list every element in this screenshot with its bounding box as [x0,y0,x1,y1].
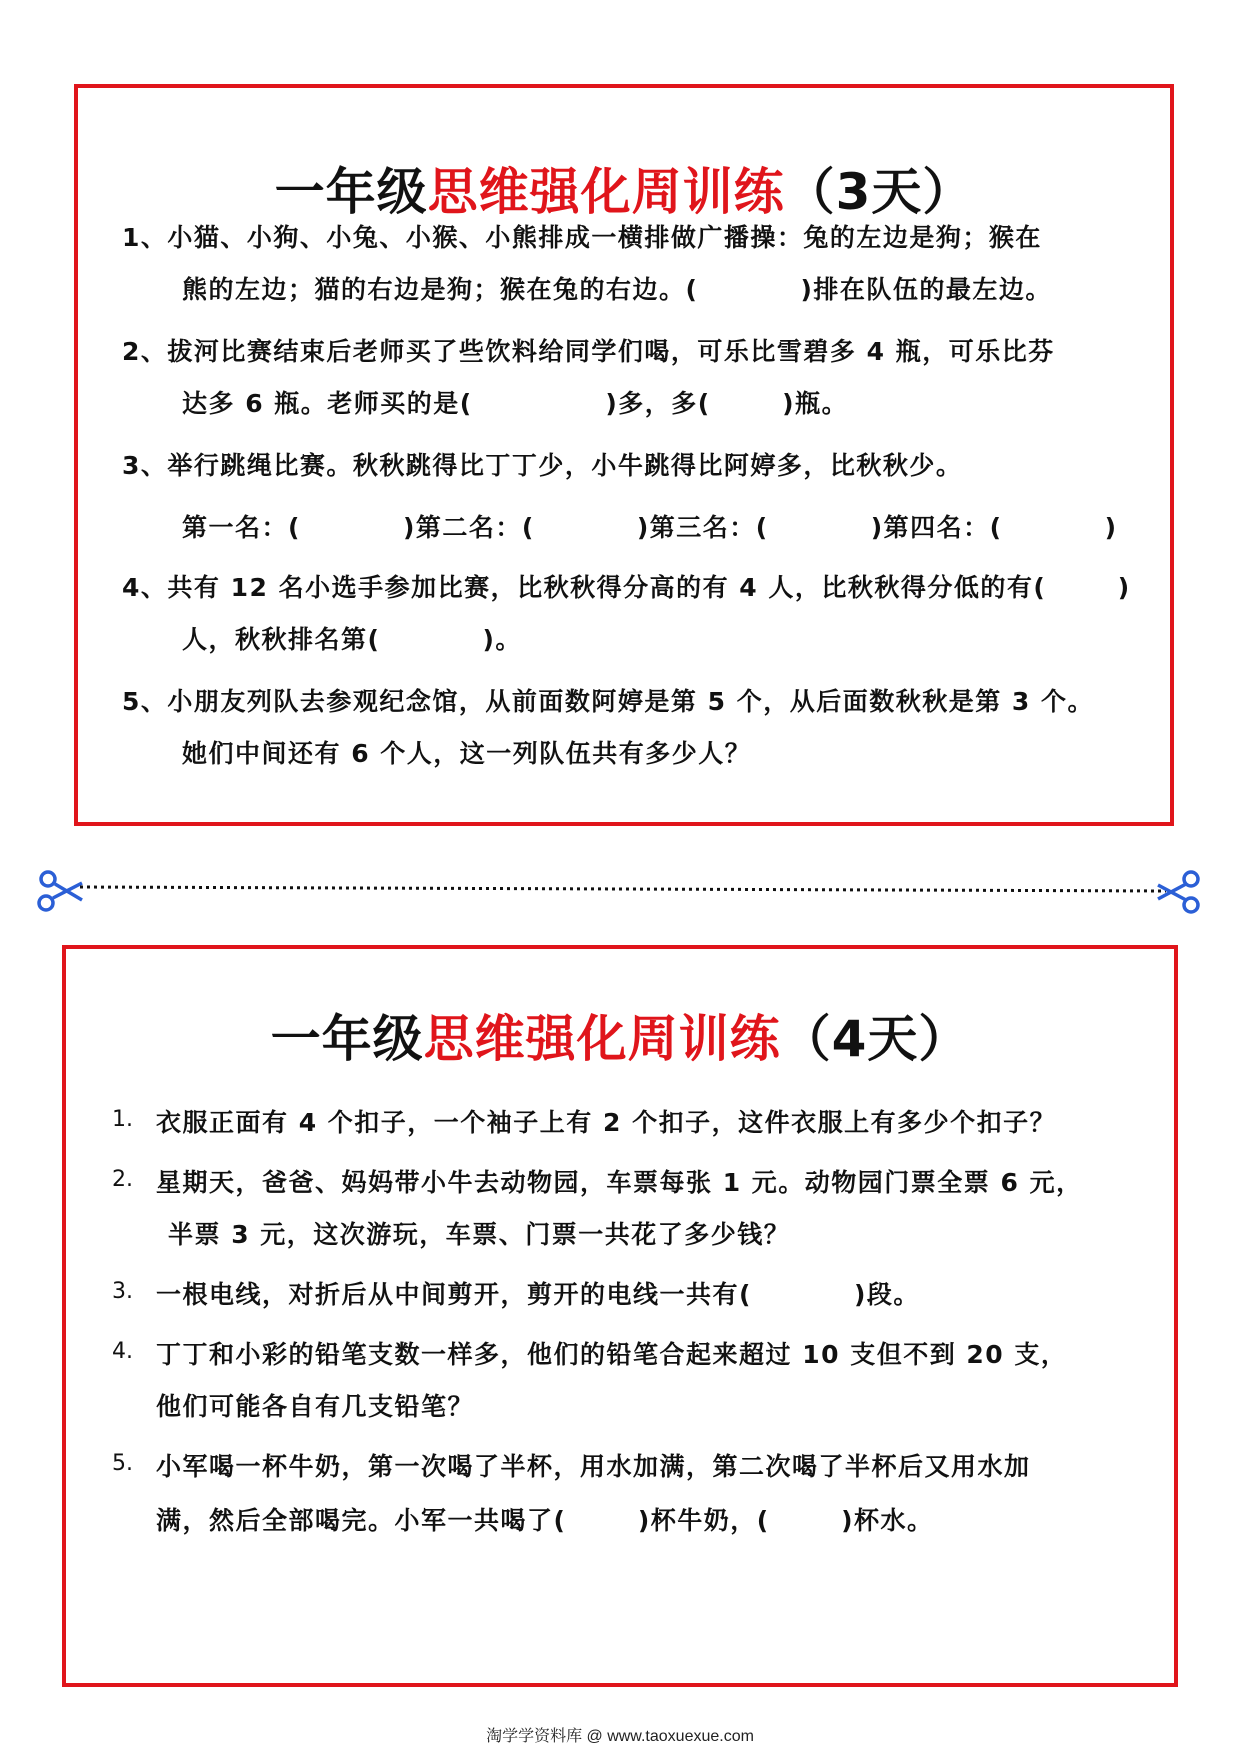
worksheet-card-day3 [74,84,1174,826]
title-main: 思维强化周训练 [423,1010,781,1068]
question-2-line-1: 2、拔河比赛结束后老师买了些饮料给同学们喝，可乐比雪碧多 4 瓶，可乐比芬 [122,337,1055,366]
cut-line [36,867,1206,917]
question-3-line-1: 一根电线，对折后从中间剪开，剪开的电线一共有( )段。 [156,1280,920,1309]
card-title [78,152,1170,224]
question-4-line-1: 丁丁和小彩的铅笔支数一样多，他们的铅笔合起来超过 10 支但不到 20 支， [156,1340,1068,1369]
question-5-line-1: 小军喝一杯牛奶，第一次喝了半杯，用水加满，第二次喝了半杯后又用水加 [156,1452,1031,1481]
question-number: 2. [112,1167,133,1192]
question-5-line-1: 5、小朋友列队去参观纪念馆，从前面数阿婷是第 5 个，从后面数秋秋是第 3 个。 [122,687,1095,716]
question-2-line-2: 达多 6 瓶。老师买的是( )多，多( )瓶。 [182,389,849,418]
question-2-line-1: 星期天，爸爸、妈妈带小牛去动物园，车票每张 1 元。动物园门票全票 6 元， [156,1168,1083,1197]
question-4-line-1: 4、共有 12 名小选手参加比赛，比秋秋得分高的有 4 人，比秋秋得分低的有( ) [122,573,1131,602]
title-suffix: （3天） [784,163,974,221]
question-number: 5. [112,1451,133,1476]
dotted-line [80,887,1166,891]
question-4-line-2: 人，秋秋排名第( )。 [182,625,522,654]
title-main: 思维强化周训练 [427,163,785,221]
question-number: 4. [112,1339,133,1364]
scissors-icon [1158,872,1198,912]
card-title [66,999,1174,1071]
footer-watermark: 淘学学资料库 @ www.taoxuexue.com [486,1728,754,1745]
question-1-line-1: 1、小猫、小狗、小兔、小猴、小熊排成一横排做广播操：兔的左边是狗；猴在 [122,223,1042,252]
worksheet-card-day4 [62,945,1178,1687]
title-grade: 一年级 [270,1010,424,1068]
title-suffix: （4天） [780,1010,970,1068]
question-1-line-2: 熊的左边；猫的右边是狗；猴在兔的右边。( )排在队伍的最左边。 [182,275,1052,304]
question-4-line-2: 他们可能各自有几支铅笔？ [156,1392,475,1421]
title-grade: 一年级 [274,163,428,221]
question-1-line-1: 衣服正面有 4 个扣子，一个袖子上有 2 个扣子，这件衣服上有多少个扣子？ [156,1108,1057,1137]
question-number: 3. [112,1279,133,1304]
question-5-line-2: 她们中间还有 6 个人，这一列队伍共有多少人？ [182,739,752,768]
question-number: 1. [112,1107,133,1132]
question-3-line-1: 3、举行跳绳比赛。秋秋跳得比丁丁少，小牛跳得比阿婷多，比秋秋少。 [122,451,963,480]
question-5-line-2: 满，然后全部喝完。小军一共喝了( )杯牛奶，( )杯水。 [156,1506,934,1535]
scissors-icon [39,872,82,910]
question-3-answers: 第一名：( )第二名：( )第三名：( )第四名：( ) [182,513,1118,542]
question-2-line-2: 半票 3 元，这次游玩，车票、门票一共花了多少钱？ [168,1220,791,1249]
